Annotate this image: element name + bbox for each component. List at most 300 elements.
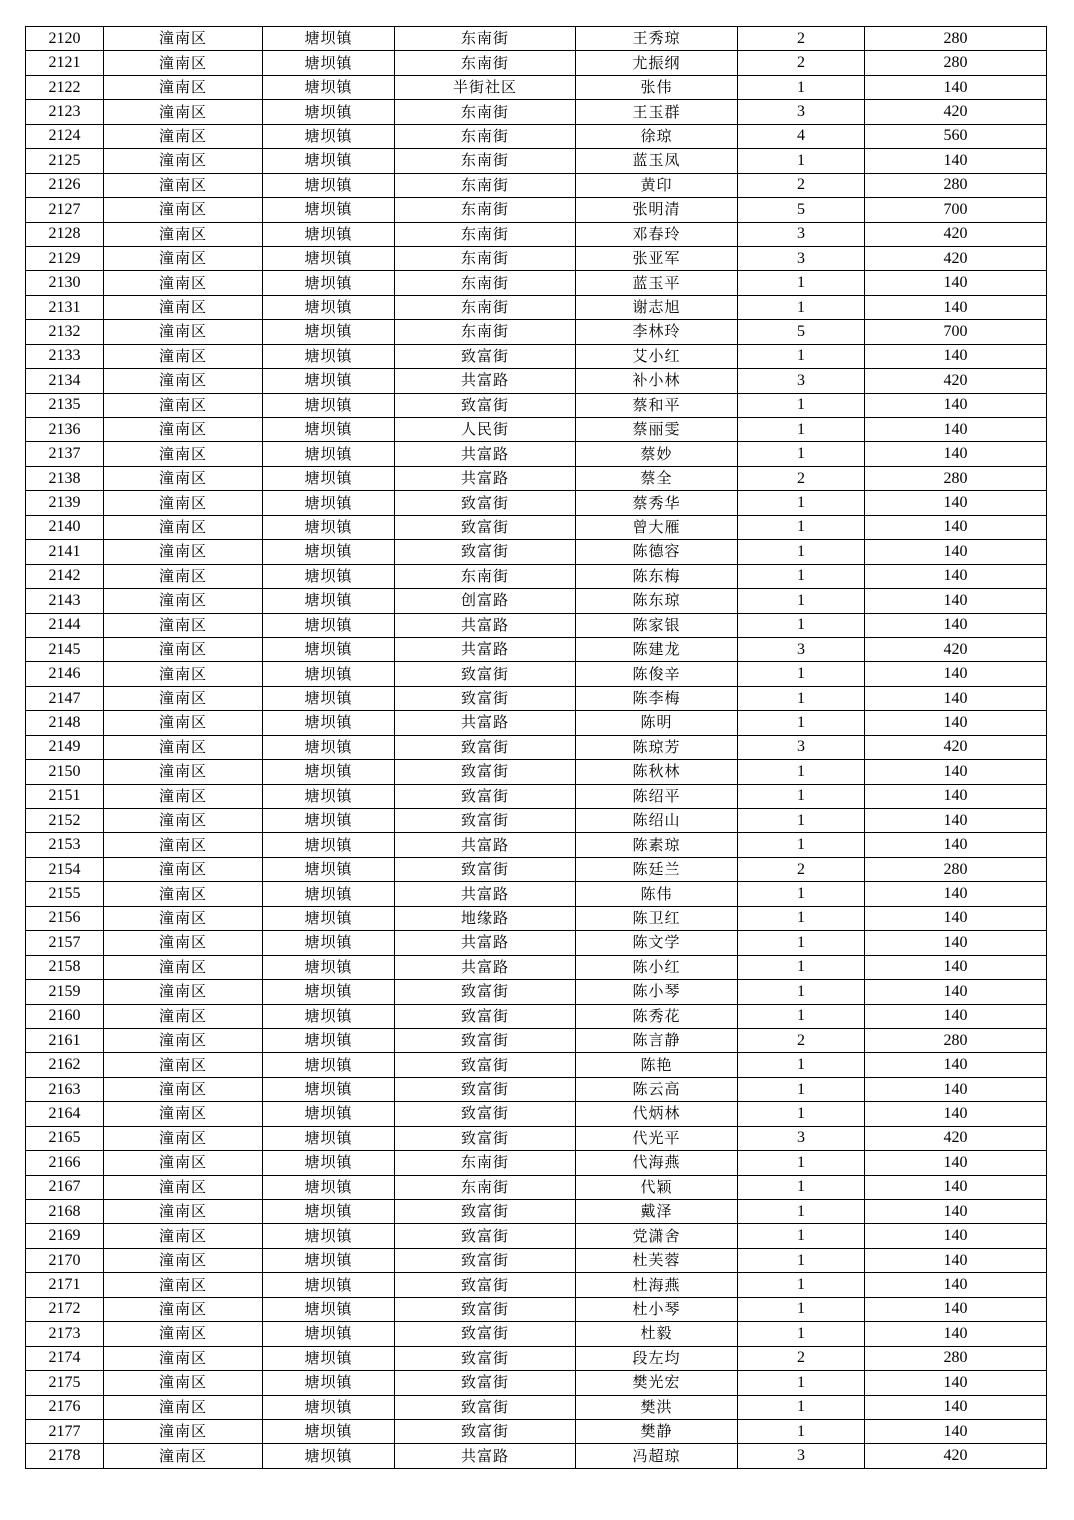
table-row: [26, 784, 1047, 808]
amount-cell: 140: [865, 1322, 1047, 1346]
name-cell: 代炳林: [576, 1102, 738, 1126]
row-number-cell: 2167: [26, 1175, 104, 1199]
district-cell: 潼南区: [104, 1200, 263, 1224]
household-count-cell: 2: [738, 466, 865, 490]
district-cell: 潼南区: [104, 491, 263, 515]
town-cell: 塘坝镇: [263, 882, 395, 906]
district-cell: 潼南区: [104, 246, 263, 270]
row-number-cell: 2131: [26, 295, 104, 319]
table-row: [26, 491, 1047, 515]
town-cell: 塘坝镇: [263, 662, 395, 686]
amount-cell: 140: [865, 564, 1047, 588]
amount-cell: 420: [865, 637, 1047, 661]
town-cell: 塘坝镇: [263, 1322, 395, 1346]
row-number-cell: 2140: [26, 515, 104, 539]
district-cell: 潼南区: [104, 735, 263, 759]
street-cell: 共富路: [395, 442, 576, 466]
household-count-cell: 1: [738, 1175, 865, 1199]
district-cell: 潼南区: [104, 857, 263, 881]
street-cell: 致富街: [395, 760, 576, 784]
table-row: [26, 222, 1047, 246]
row-number-cell: 2132: [26, 320, 104, 344]
street-cell: 致富街: [395, 515, 576, 539]
table-row: [26, 198, 1047, 222]
name-cell: 陈秀花: [576, 1004, 738, 1028]
household-count-cell: 1: [738, 75, 865, 99]
household-count-cell: 1: [738, 784, 865, 808]
street-cell: 东南街: [395, 1151, 576, 1175]
household-count-cell: 4: [738, 124, 865, 148]
town-cell: 塘坝镇: [263, 173, 395, 197]
table-row: [26, 27, 1047, 51]
town-cell: 塘坝镇: [263, 1028, 395, 1052]
district-cell: 潼南区: [104, 1126, 263, 1150]
street-cell: 东南街: [395, 564, 576, 588]
household-count-cell: 2: [738, 1346, 865, 1370]
household-count-cell: 1: [738, 515, 865, 539]
street-cell: 共富路: [395, 711, 576, 735]
street-cell: 共富路: [395, 955, 576, 979]
town-cell: 塘坝镇: [263, 1053, 395, 1077]
street-cell: 致富街: [395, 1273, 576, 1297]
row-number-cell: 2126: [26, 173, 104, 197]
town-cell: 塘坝镇: [263, 466, 395, 490]
name-cell: 戴泽: [576, 1200, 738, 1224]
town-cell: 塘坝镇: [263, 1224, 395, 1248]
household-count-cell: 1: [738, 760, 865, 784]
district-cell: 潼南区: [104, 344, 263, 368]
row-number-cell: 2130: [26, 271, 104, 295]
town-cell: 塘坝镇: [263, 1297, 395, 1321]
street-cell: 致富街: [395, 1004, 576, 1028]
name-cell: 樊光宏: [576, 1371, 738, 1395]
household-count-cell: 1: [738, 955, 865, 979]
street-cell: 致富街: [395, 735, 576, 759]
district-cell: 潼南区: [104, 662, 263, 686]
name-cell: 陈小琴: [576, 980, 738, 1004]
table-row: [26, 466, 1047, 490]
district-cell: 潼南区: [104, 75, 263, 99]
table-row: [26, 515, 1047, 539]
amount-cell: 140: [865, 662, 1047, 686]
table-row: [26, 809, 1047, 833]
district-cell: 潼南区: [104, 1102, 263, 1126]
street-cell: 共富路: [395, 931, 576, 955]
name-cell: 陈明: [576, 711, 738, 735]
name-cell: 蓝玉平: [576, 271, 738, 295]
household-count-cell: 2: [738, 857, 865, 881]
amount-cell: 140: [865, 1004, 1047, 1028]
district-cell: 潼南区: [104, 980, 263, 1004]
name-cell: 陈伟: [576, 882, 738, 906]
household-count-cell: 1: [738, 1077, 865, 1101]
table-row: [26, 1102, 1047, 1126]
row-number-cell: 2160: [26, 1004, 104, 1028]
town-cell: 塘坝镇: [263, 1395, 395, 1419]
household-count-cell: 1: [738, 931, 865, 955]
district-cell: 潼南区: [104, 564, 263, 588]
table-row: [26, 564, 1047, 588]
street-cell: 致富街: [395, 540, 576, 564]
table-row: [26, 1004, 1047, 1028]
amount-cell: 420: [865, 222, 1047, 246]
row-number-cell: 2151: [26, 784, 104, 808]
town-cell: 塘坝镇: [263, 418, 395, 442]
street-cell: 致富街: [395, 686, 576, 710]
street-cell: 人民街: [395, 418, 576, 442]
household-count-cell: 1: [738, 393, 865, 417]
name-cell: 陈德容: [576, 540, 738, 564]
district-cell: 潼南区: [104, 1419, 263, 1443]
street-cell: 致富街: [395, 1224, 576, 1248]
table-row: [26, 51, 1047, 75]
town-cell: 塘坝镇: [263, 686, 395, 710]
street-cell: 共富路: [395, 369, 576, 393]
table-row: [26, 613, 1047, 637]
table-row: [26, 1224, 1047, 1248]
district-cell: 潼南区: [104, 369, 263, 393]
town-cell: 塘坝镇: [263, 540, 395, 564]
district-cell: 潼南区: [104, 882, 263, 906]
town-cell: 塘坝镇: [263, 1371, 395, 1395]
town-cell: 塘坝镇: [263, 320, 395, 344]
household-count-cell: 3: [738, 369, 865, 393]
table-body: [26, 27, 1047, 1469]
town-cell: 塘坝镇: [263, 637, 395, 661]
district-cell: 潼南区: [104, 686, 263, 710]
row-number-cell: 2125: [26, 149, 104, 173]
name-cell: 代海燕: [576, 1151, 738, 1175]
street-cell: 东南街: [395, 222, 576, 246]
household-count-cell: 2: [738, 1028, 865, 1052]
town-cell: 塘坝镇: [263, 784, 395, 808]
street-cell: 半街社区: [395, 75, 576, 99]
town-cell: 塘坝镇: [263, 27, 395, 51]
row-number-cell: 2147: [26, 686, 104, 710]
table-row: [26, 955, 1047, 979]
district-cell: 潼南区: [104, 271, 263, 295]
row-number-cell: 2158: [26, 955, 104, 979]
row-number-cell: 2154: [26, 857, 104, 881]
name-cell: 陈建龙: [576, 637, 738, 661]
amount-cell: 140: [865, 1053, 1047, 1077]
name-cell: 陈俊辛: [576, 662, 738, 686]
name-cell: 邓春玲: [576, 222, 738, 246]
district-cell: 潼南区: [104, 295, 263, 319]
table-row: [26, 1175, 1047, 1199]
name-cell: 代颖: [576, 1175, 738, 1199]
table-row: [26, 442, 1047, 466]
table-row: [26, 100, 1047, 124]
amount-cell: 420: [865, 100, 1047, 124]
row-number-cell: 2175: [26, 1371, 104, 1395]
household-count-cell: 1: [738, 1224, 865, 1248]
row-number-cell: 2122: [26, 75, 104, 99]
table-row: [26, 418, 1047, 442]
street-cell: 致富街: [395, 662, 576, 686]
amount-cell: 140: [865, 442, 1047, 466]
row-number-cell: 2163: [26, 1077, 104, 1101]
street-cell: 东南街: [395, 295, 576, 319]
street-cell: 共富路: [395, 882, 576, 906]
town-cell: 塘坝镇: [263, 906, 395, 930]
amount-cell: 140: [865, 418, 1047, 442]
household-count-cell: 5: [738, 320, 865, 344]
household-count-cell: 1: [738, 1200, 865, 1224]
amount-cell: 140: [865, 784, 1047, 808]
town-cell: 塘坝镇: [263, 100, 395, 124]
street-cell: 致富街: [395, 1028, 576, 1052]
amount-cell: 140: [865, 1419, 1047, 1443]
name-cell: 陈云高: [576, 1077, 738, 1101]
name-cell: 杜毅: [576, 1322, 738, 1346]
amount-cell: 140: [865, 882, 1047, 906]
row-number-cell: 2146: [26, 662, 104, 686]
street-cell: 致富街: [395, 1126, 576, 1150]
table-row: [26, 149, 1047, 173]
row-number-cell: 2120: [26, 27, 104, 51]
row-number-cell: 2155: [26, 882, 104, 906]
household-count-cell: 1: [738, 662, 865, 686]
amount-cell: 140: [865, 149, 1047, 173]
district-cell: 潼南区: [104, 784, 263, 808]
amount-cell: 140: [865, 1248, 1047, 1272]
district-cell: 潼南区: [104, 906, 263, 930]
table-row: [26, 75, 1047, 99]
amount-cell: 140: [865, 589, 1047, 613]
name-cell: 冯超琼: [576, 1444, 738, 1468]
amount-cell: 140: [865, 1151, 1047, 1175]
town-cell: 塘坝镇: [263, 442, 395, 466]
row-number-cell: 2170: [26, 1248, 104, 1272]
household-count-cell: 1: [738, 906, 865, 930]
street-cell: 创富路: [395, 589, 576, 613]
table-row: [26, 711, 1047, 735]
district-cell: 潼南区: [104, 442, 263, 466]
town-cell: 塘坝镇: [263, 246, 395, 270]
row-number-cell: 2142: [26, 564, 104, 588]
district-cell: 潼南区: [104, 51, 263, 75]
district-cell: 潼南区: [104, 515, 263, 539]
name-cell: 杜芙蓉: [576, 1248, 738, 1272]
amount-cell: 280: [865, 1346, 1047, 1370]
table-row: [26, 295, 1047, 319]
name-cell: 杜海燕: [576, 1273, 738, 1297]
district-cell: 潼南区: [104, 149, 263, 173]
name-cell: 补小林: [576, 369, 738, 393]
town-cell: 塘坝镇: [263, 344, 395, 368]
district-cell: 潼南区: [104, 198, 263, 222]
district-cell: 潼南区: [104, 1224, 263, 1248]
town-cell: 塘坝镇: [263, 1175, 395, 1199]
town-cell: 塘坝镇: [263, 1126, 395, 1150]
household-count-cell: 3: [738, 735, 865, 759]
table-row: [26, 393, 1047, 417]
street-cell: 共富路: [395, 833, 576, 857]
table-row: [26, 589, 1047, 613]
district-cell: 潼南区: [104, 540, 263, 564]
amount-cell: 140: [865, 491, 1047, 515]
district-cell: 潼南区: [104, 173, 263, 197]
street-cell: 东南街: [395, 149, 576, 173]
table-row: [26, 1419, 1047, 1443]
row-number-cell: 2168: [26, 1200, 104, 1224]
row-number-cell: 2150: [26, 760, 104, 784]
town-cell: 塘坝镇: [263, 222, 395, 246]
row-number-cell: 2165: [26, 1126, 104, 1150]
name-cell: 陈文学: [576, 931, 738, 955]
name-cell: 张明清: [576, 198, 738, 222]
row-number-cell: 2162: [26, 1053, 104, 1077]
amount-cell: 420: [865, 246, 1047, 270]
name-cell: 陈东琼: [576, 589, 738, 613]
district-cell: 潼南区: [104, 222, 263, 246]
town-cell: 塘坝镇: [263, 124, 395, 148]
street-cell: 致富街: [395, 1200, 576, 1224]
town-cell: 塘坝镇: [263, 809, 395, 833]
row-number-cell: 2176: [26, 1395, 104, 1419]
amount-cell: 140: [865, 1273, 1047, 1297]
name-cell: 蔡丽雯: [576, 418, 738, 442]
town-cell: 塘坝镇: [263, 1151, 395, 1175]
row-number-cell: 2145: [26, 637, 104, 661]
town-cell: 塘坝镇: [263, 393, 395, 417]
district-cell: 潼南区: [104, 393, 263, 417]
street-cell: 东南街: [395, 1175, 576, 1199]
row-number-cell: 2161: [26, 1028, 104, 1052]
street-cell: 共富路: [395, 613, 576, 637]
amount-cell: 420: [865, 735, 1047, 759]
table-row: [26, 931, 1047, 955]
name-cell: 张亚军: [576, 246, 738, 270]
town-cell: 塘坝镇: [263, 760, 395, 784]
amount-cell: 140: [865, 271, 1047, 295]
name-cell: 陈东梅: [576, 564, 738, 588]
town-cell: 塘坝镇: [263, 271, 395, 295]
household-count-cell: 1: [738, 271, 865, 295]
amount-cell: 140: [865, 1200, 1047, 1224]
table-row: [26, 686, 1047, 710]
household-count-cell: 1: [738, 442, 865, 466]
table-row: [26, 1322, 1047, 1346]
district-cell: 潼南区: [104, 1297, 263, 1321]
district-cell: 潼南区: [104, 27, 263, 51]
amount-cell: 140: [865, 1395, 1047, 1419]
amount-cell: 140: [865, 1077, 1047, 1101]
name-cell: 陈言静: [576, 1028, 738, 1052]
row-number-cell: 2137: [26, 442, 104, 466]
table-row: [26, 344, 1047, 368]
row-number-cell: 2134: [26, 369, 104, 393]
table-row: [26, 271, 1047, 295]
row-number-cell: 2127: [26, 198, 104, 222]
amount-cell: 140: [865, 809, 1047, 833]
row-number-cell: 2153: [26, 833, 104, 857]
street-cell: 致富街: [395, 1053, 576, 1077]
row-number-cell: 2164: [26, 1102, 104, 1126]
district-cell: 潼南区: [104, 1077, 263, 1101]
household-count-cell: 1: [738, 1419, 865, 1443]
table-row: [26, 1200, 1047, 1224]
row-number-cell: 2121: [26, 51, 104, 75]
amount-cell: 140: [865, 344, 1047, 368]
name-cell: 陈廷兰: [576, 857, 738, 881]
table-row: [26, 320, 1047, 344]
row-number-cell: 2156: [26, 906, 104, 930]
district-cell: 潼南区: [104, 1444, 263, 1468]
street-cell: 致富街: [395, 1248, 576, 1272]
name-cell: 党潇舍: [576, 1224, 738, 1248]
table-row: [26, 760, 1047, 784]
row-number-cell: 2173: [26, 1322, 104, 1346]
street-cell: 东南街: [395, 51, 576, 75]
row-number-cell: 2128: [26, 222, 104, 246]
amount-cell: 700: [865, 320, 1047, 344]
district-cell: 潼南区: [104, 418, 263, 442]
amount-cell: 140: [865, 540, 1047, 564]
town-cell: 塘坝镇: [263, 564, 395, 588]
row-number-cell: 2141: [26, 540, 104, 564]
district-cell: 潼南区: [104, 1004, 263, 1028]
table-row: [26, 124, 1047, 148]
household-count-cell: 3: [738, 100, 865, 124]
table-row: [26, 1248, 1047, 1272]
household-count-cell: 1: [738, 344, 865, 368]
table-row: [26, 980, 1047, 1004]
name-cell: 王秀琼: [576, 27, 738, 51]
household-count-cell: 1: [738, 1004, 865, 1028]
name-cell: 蓝玉凤: [576, 149, 738, 173]
row-number-cell: 2124: [26, 124, 104, 148]
amount-cell: 420: [865, 1126, 1047, 1150]
amount-cell: 420: [865, 1444, 1047, 1468]
household-count-cell: 3: [738, 637, 865, 661]
district-cell: 潼南区: [104, 1273, 263, 1297]
name-cell: 尤振纲: [576, 51, 738, 75]
street-cell: 致富街: [395, 857, 576, 881]
name-cell: 蔡秀华: [576, 491, 738, 515]
amount-cell: 560: [865, 124, 1047, 148]
name-cell: 樊静: [576, 1419, 738, 1443]
household-count-cell: 1: [738, 833, 865, 857]
town-cell: 塘坝镇: [263, 75, 395, 99]
town-cell: 塘坝镇: [263, 1444, 395, 1468]
amount-cell: 140: [865, 833, 1047, 857]
table-row: [26, 1395, 1047, 1419]
row-number-cell: 2174: [26, 1346, 104, 1370]
street-cell: 东南街: [395, 27, 576, 51]
name-cell: 陈艳: [576, 1053, 738, 1077]
amount-cell: 140: [865, 1102, 1047, 1126]
household-count-cell: 1: [738, 613, 865, 637]
household-count-cell: 3: [738, 246, 865, 270]
household-count-cell: 1: [738, 418, 865, 442]
name-cell: 艾小红: [576, 344, 738, 368]
amount-cell: 140: [865, 1371, 1047, 1395]
name-cell: 陈李梅: [576, 686, 738, 710]
street-cell: 致富街: [395, 344, 576, 368]
amount-cell: 140: [865, 955, 1047, 979]
household-count-cell: 1: [738, 1395, 865, 1419]
street-cell: 东南街: [395, 198, 576, 222]
street-cell: 致富街: [395, 784, 576, 808]
row-number-cell: 2171: [26, 1273, 104, 1297]
town-cell: 塘坝镇: [263, 515, 395, 539]
amount-cell: 280: [865, 173, 1047, 197]
amount-cell: 140: [865, 980, 1047, 1004]
district-cell: 潼南区: [104, 100, 263, 124]
household-count-cell: 1: [738, 686, 865, 710]
